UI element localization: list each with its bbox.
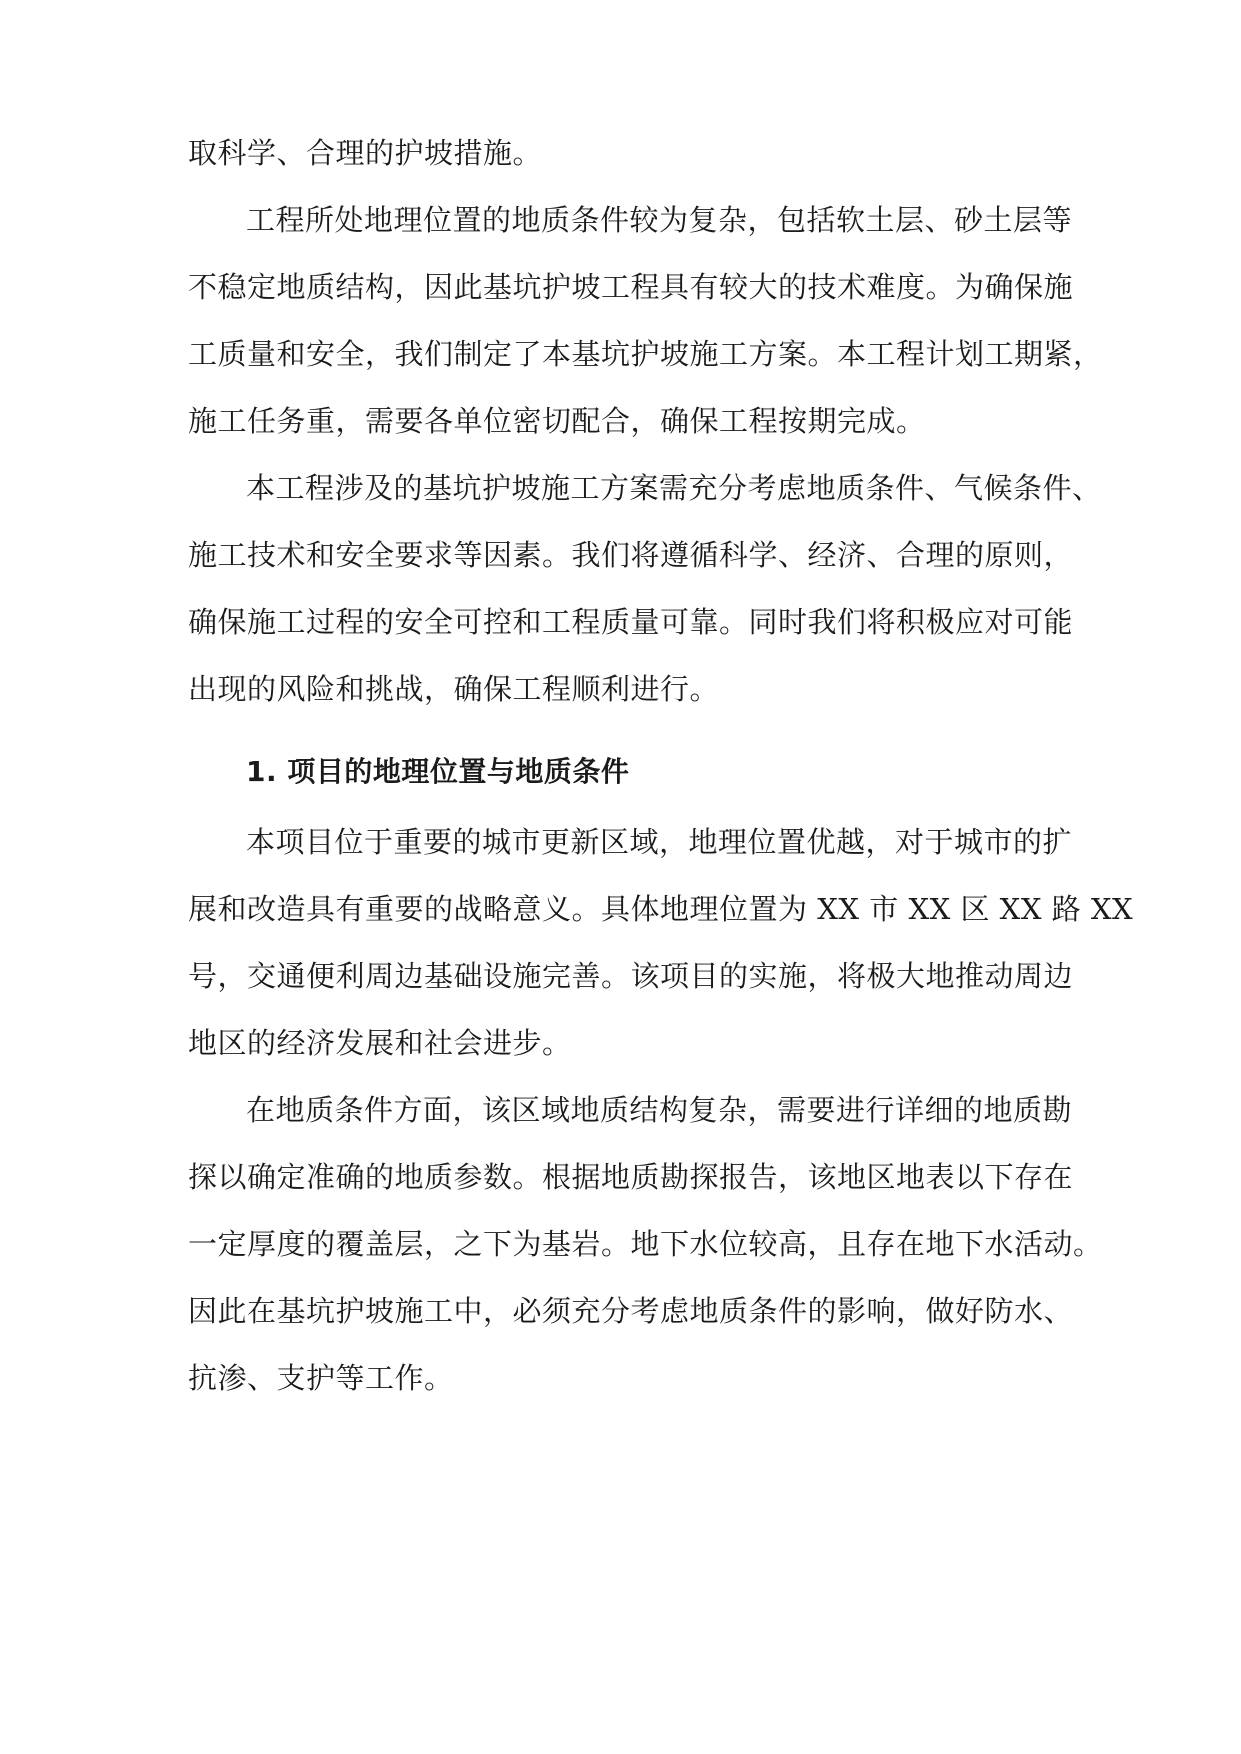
- paragraph-line: 号，交通便利周边基础设施完善。该项目的实施，将极大地推动周边: [188, 959, 1074, 993]
- paragraph-line: 施工技术和安全要求等因素。我们将遵循科学、经济、合理的原则，: [188, 538, 1074, 572]
- paragraph-line: 在地质条件方面，该区域地质结构复杂，需要进行详细的地质勘: [246, 1093, 1073, 1127]
- paragraph-line: 不稳定地质结构，因此基坑护坡工程具有较大的技术难度。为确保施: [188, 270, 1074, 304]
- paragraph-line: 工质量和安全，我们制定了本基坑护坡施工方案。本工程计划工期紧，: [188, 337, 1103, 371]
- paragraph-line: 施工任务重，需要各单位密切配合，确保工程按期完成。: [188, 404, 926, 438]
- paragraph-line: 一定厚度的覆盖层，之下为基岩。地下水位较高，且存在地下水活动。: [188, 1227, 1103, 1261]
- paragraph-line: 探以确定准确的地质参数。根据地质勘探报告，该地区地表以下存在: [188, 1160, 1074, 1194]
- paragraph-line: 展和改造具有重要的战略意义。具体地理位置为 XX 市 XX 区 XX 路 XX: [188, 892, 1134, 926]
- section-heading: 1. 项目的地理位置与地质条件: [246, 755, 630, 788]
- paragraph-line: 因此在基坑护坡施工中，必须充分考虑地质条件的影响，做好防水、: [188, 1294, 1074, 1328]
- paragraph-line: 本工程涉及的基坑护坡施工方案需充分考虑地质条件、气候条件、: [246, 471, 1102, 505]
- paragraph-line: 本项目位于重要的城市更新区域，地理位置优越，对于城市的扩: [246, 825, 1073, 859]
- paragraph-line: 出现的风险和挑战，确保工程顺利进行。: [188, 672, 720, 706]
- paragraph-line: 确保施工过程的安全可控和工程质量可靠。同时我们将积极应对可能: [188, 605, 1074, 639]
- paragraph-line: 工程所处地理位置的地质条件较为复杂，包括软土层、砂土层等: [246, 203, 1073, 237]
- paragraph-line: 抗渗、支护等工作。: [188, 1361, 454, 1395]
- paragraph-line: 地区的经济发展和社会进步。: [188, 1026, 572, 1060]
- paragraph-line: 取科学、合理的护坡措施。: [188, 136, 543, 170]
